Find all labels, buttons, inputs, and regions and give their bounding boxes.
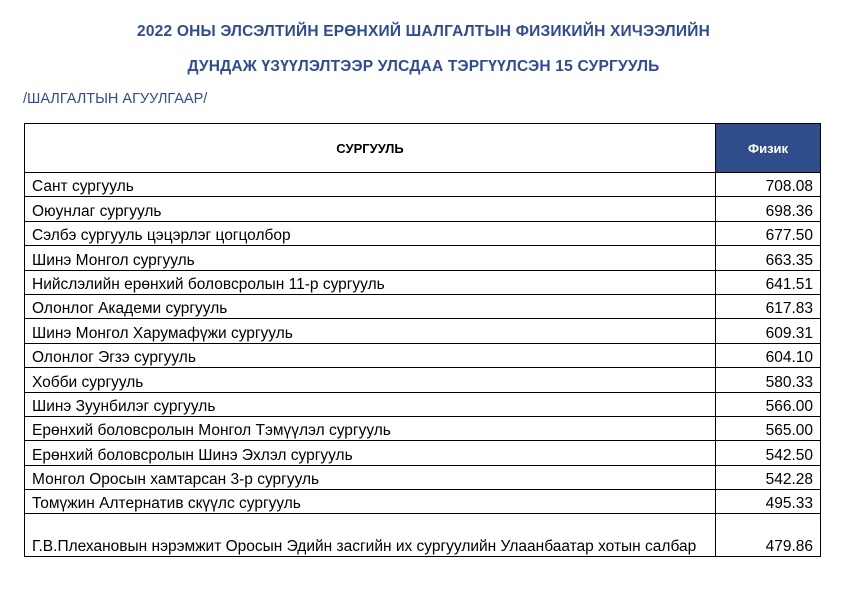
- school-name-cell: Ерөнхий боловсролын Шинэ Эхлэл сургууль: [25, 441, 716, 465]
- school-name-cell: Оюунлаг сургууль: [25, 197, 716, 221]
- physics-score-cell: 698.36: [716, 197, 821, 221]
- school-name-cell: Ерөнхий боловсролын Монгол Тэмүүлэл сургууль: [25, 416, 716, 440]
- table-row: [25, 392, 821, 416]
- school-name-cell: Шинэ Монгол Харумафүжи сургууль: [25, 319, 716, 343]
- physics-score-cell: 479.86: [716, 514, 821, 557]
- physics-score-cell: 617.83: [716, 294, 821, 318]
- table-row: [25, 514, 821, 557]
- physics-score-cell: 542.50: [716, 441, 821, 465]
- physics-score-cell: 663.35: [716, 246, 821, 270]
- school-name-cell: Томүжин Алтернатив скүүлс сургууль: [25, 490, 716, 514]
- column-header-school: СУРГУУЛЬ: [25, 124, 716, 173]
- table-header-row: [25, 124, 821, 173]
- table-row: [25, 490, 821, 514]
- table-row: [25, 416, 821, 440]
- physics-score-cell: 708.08: [716, 173, 821, 197]
- physics-score-cell: 566.00: [716, 392, 821, 416]
- school-name-cell: Хобби сургууль: [25, 368, 716, 392]
- table-row: [25, 221, 821, 245]
- table-row: [25, 319, 821, 343]
- school-name-cell: Г.В.Плехановын нэрэмжит Оросын Эдийн засгийн их сургуулийн Улаанбаатар хотын салбар: [25, 514, 716, 557]
- school-name-cell: Сэлбэ сургууль цэцэрлэг цогцолбор: [25, 221, 716, 245]
- school-name-cell: Сант сургууль: [25, 173, 716, 197]
- physics-score-cell: 580.33: [716, 368, 821, 392]
- school-name-cell: Олонлог Академи сургууль: [25, 294, 716, 318]
- physics-score-cell: 677.50: [716, 221, 821, 245]
- school-name-cell: Шинэ Монгол сургууль: [25, 246, 716, 270]
- school-name-cell: Олонлог Эгзэ сургууль: [25, 343, 716, 367]
- column-header-physics: Физик: [716, 124, 821, 173]
- table-row: [25, 368, 821, 392]
- table-row: [25, 173, 821, 197]
- table-row: [25, 465, 821, 489]
- school-name-cell: Шинэ Зуунбилэг сургууль: [25, 392, 716, 416]
- page-subtitle: /ШАЛГАЛТЫН АГУУЛГААР/: [23, 91, 208, 107]
- physics-score-cell: 641.51: [716, 270, 821, 294]
- ranking-table: [24, 123, 821, 557]
- table-row: [25, 294, 821, 318]
- table-row: [25, 343, 821, 367]
- table-row: [25, 270, 821, 294]
- table-row: [25, 441, 821, 465]
- page-title-line-1: 2022 ОНЫ ЭЛСЭЛТИЙН ЕРӨНХИЙ ШАЛГАЛТЫН ФИЗИКИЙН ХИЧЭЭЛИЙН: [137, 23, 710, 40]
- physics-score-cell: 542.28: [716, 465, 821, 489]
- physics-score-cell: 609.31: [716, 319, 821, 343]
- school-name-cell: Нийслэлийн ерөнхий боловсролын 11-р сургууль: [25, 270, 716, 294]
- physics-score-cell: 565.00: [716, 416, 821, 440]
- table-row: [25, 197, 821, 221]
- table-row: [25, 246, 821, 270]
- physics-score-cell: 604.10: [716, 343, 821, 367]
- physics-score-cell: 495.33: [716, 490, 821, 514]
- school-name-cell: Монгол Оросын хамтарсан 3-р сургууль: [25, 465, 716, 489]
- page-title-line-2: ДУНДАЖ ҮЗҮҮЛЭЛТЭЭР УЛСДАА ТЭРГҮҮЛСЭН 15 СУРГУУЛЬ: [187, 58, 660, 75]
